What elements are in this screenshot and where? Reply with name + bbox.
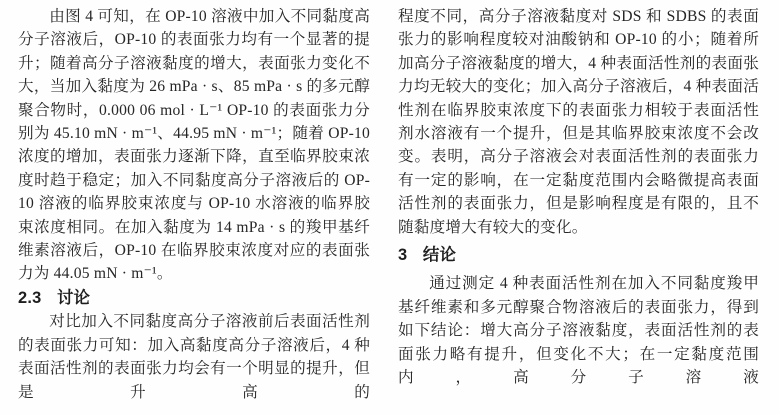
text-column-left bbox=[18, 5, 370, 415]
body-paragraph-conclusion: 通过测定 4 种表面活性剂在加入不同黏度羧甲基纤维素和多元醇聚合物溶液后的表面张力，得到如下结论：增大高分子溶液黏度，表面活性剂的表面张力略有提升，但变化不大；在一定黏度范围内，高分子溶液 bbox=[398, 275, 759, 387]
body-paragraph-discussion-continued: 程度不同，高分子溶液黏度对 SDS 和 SDBS 的表面张力的影响程度较对油酸钠和 OP-10 的小；随着所加高分子溶液黏度的增大，4 种表面活性剂的表面张力均无较大的变化；加入高分子溶液后，4 种表面活性剂在临界胶束浓度下的表面张力相较于表面活性剂水溶液有一个提升，但是其临界胶束浓度不会改变。表明，高分子溶液会对表面活性剂的表面张力有一定的影响，在一定黏度范围内会略微提高表面活性剂的表面张力，但是影响程度是有限的，且不随黏度增大有较大的变化。 bbox=[398, 8, 759, 236]
section-title: 结论 bbox=[422, 246, 457, 265]
section-heading-discussion bbox=[18, 287, 370, 310]
section-heading-conclusion bbox=[398, 244, 759, 267]
body-paragraph-figure4: 由图 4 可知，在 OP-10 溶液中加入不同黏度高分子溶液后，OP-10 的表面张力均有一个显著的提升；随着高分子溶液黏度的增大，表面张力变化不大，当加入黏度为 26 mPa · s、85 mPa · s 的多元醇聚合物时，0.000 06 mol · L⁻¹ OP-10 的表面张力分别为 45.10 mN · m⁻¹、44.95 mN · m⁻¹；随着 OP-10 浓度的增加，表面张力逐渐下降，直至临界胶束浓度时趋于稳定；加入不同黏度高分子溶液后的 OP-10 溶液的临界胶束浓度与 OP-10 水溶液的临界胶束浓度相同。在加入黏度为 14 mPa · s 的羧甲基纤维素溶液后，OP-10 在临界胶束浓度对应的表面张力为 44.05 mN · m⁻¹。 bbox=[18, 8, 370, 283]
body-paragraph-discussion: 对比加入不同黏度高分子溶液前后表面活性剂的表面张力可知：加入高黏度高分子溶液后，4 种表面活性剂的表面张力均会有一个明显的提升，但是升高的 bbox=[18, 313, 370, 401]
section-number: 2.3 bbox=[18, 288, 42, 307]
section-title: 讨论 bbox=[56, 288, 91, 307]
text-column-right bbox=[398, 5, 759, 415]
section-number: 3 bbox=[398, 246, 408, 265]
